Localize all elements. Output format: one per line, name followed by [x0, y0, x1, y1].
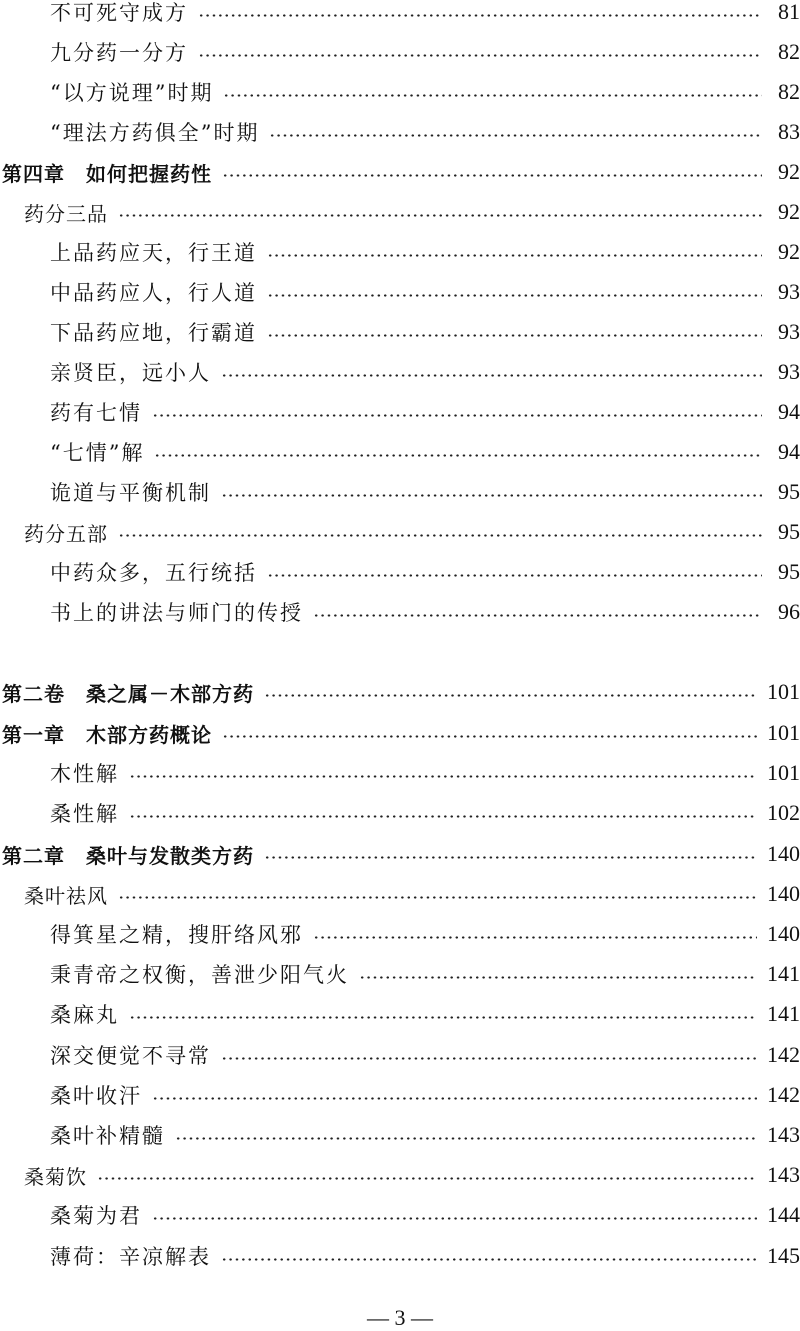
- toc-entry: [0, 999, 800, 1029]
- toc-entry-page: 96: [778, 599, 800, 624]
- toc-entry: [0, 237, 800, 267]
- leader-dots: [118, 534, 762, 537]
- toc-entry-title: 深交便觉不寻常: [50, 1044, 211, 1068]
- leader-dots: [264, 856, 757, 859]
- toc-entry-page: 95: [778, 519, 800, 544]
- leader-dots: [118, 214, 762, 217]
- leader-dots: [221, 1258, 757, 1261]
- leader-dots: [152, 414, 762, 417]
- toc-entry: [0, 77, 800, 107]
- toc-entry-page: 144: [767, 1202, 800, 1227]
- toc-entry-page: 93: [778, 279, 800, 304]
- toc-entry-page: 101: [767, 679, 800, 704]
- toc-entry: [0, 397, 800, 427]
- leader-dots: [129, 775, 757, 778]
- toc-entry-title: 桑叶收汗: [50, 1084, 142, 1108]
- toc-entry-title: “理法方药俱全”时期: [50, 121, 260, 145]
- toc-entry-title: 秉青帝之权衡，善泄少阳气火: [50, 963, 349, 987]
- toc-entry: [0, 117, 800, 147]
- toc-entry-title: 木性解: [50, 762, 119, 786]
- toc-entry-title: 桑菊为君: [50, 1204, 142, 1228]
- toc-entry-page: 93: [778, 359, 800, 384]
- toc-entry-title: 中药众多，五行统括: [50, 561, 257, 585]
- toc-entry-title: 桑叶祛风: [24, 883, 108, 908]
- toc-entry: [0, 277, 800, 307]
- toc-entry-page: 140: [767, 921, 800, 946]
- toc-entry: [0, 959, 800, 989]
- toc-entry-title: 桑性解: [50, 802, 119, 826]
- leader-dots: [118, 896, 757, 899]
- toc-entry-page: 145: [767, 1243, 800, 1268]
- toc-entry: [0, 758, 800, 788]
- toc-entry-title: 第四章 如何把握药性: [2, 161, 212, 186]
- toc-entry: [0, 357, 800, 387]
- toc-entry-page: 102: [767, 800, 800, 825]
- toc-entry-title: 桑麻丸: [50, 1003, 119, 1027]
- toc-entry-title: 亲贤臣，远小人: [50, 361, 211, 385]
- toc-section-entry: [0, 1160, 800, 1190]
- toc-entry-page: 140: [767, 881, 800, 906]
- toc-entry-title: 书上的讲法与师门的传授: [50, 601, 303, 625]
- toc-chapter-entry: [0, 839, 800, 869]
- leader-dots: [313, 614, 762, 617]
- toc-entry: [0, 437, 800, 467]
- leader-dots: [313, 936, 757, 939]
- toc-entry-page: 141: [767, 961, 800, 986]
- leader-dots: [152, 1217, 757, 1220]
- toc-chapter-entry: [0, 718, 800, 748]
- toc-entry: [0, 1040, 800, 1070]
- toc-entry-page: 92: [778, 159, 800, 184]
- toc-entry-title: 诡道与平衡机制: [50, 481, 211, 505]
- leader-dots: [267, 334, 762, 337]
- toc-entry: [0, 798, 800, 828]
- leader-dots: [175, 1137, 757, 1140]
- toc-entry: [0, 477, 800, 507]
- toc-entry-title: “七情”解: [50, 441, 145, 465]
- toc-entry-page: 141: [767, 1001, 800, 1026]
- toc-entry-title: 中品药应人，行人道: [50, 281, 257, 305]
- leader-dots: [221, 1057, 757, 1060]
- toc-entry-page: 101: [767, 760, 800, 785]
- leader-dots: [198, 14, 762, 17]
- toc-entry-page: 94: [778, 439, 800, 464]
- leader-dots: [221, 374, 762, 377]
- toc-entry-title: 第一章 木部方药概论: [2, 722, 212, 747]
- leader-dots: [222, 735, 757, 738]
- toc-chapter-entry: [0, 157, 800, 187]
- toc-entry-page: 140: [767, 841, 800, 866]
- toc-entry: [0, 0, 800, 27]
- toc-entry-page: 142: [767, 1042, 800, 1067]
- leader-dots: [129, 1016, 757, 1019]
- toc-entry-page: 82: [778, 39, 800, 64]
- toc-entry-title: 第二卷 桑之属－木部方药: [2, 681, 254, 706]
- leader-dots: [152, 1097, 757, 1100]
- toc-entry-title: 得箕星之精，搜肝络风邪: [50, 923, 303, 947]
- leader-dots: [267, 254, 762, 257]
- toc-entry: [0, 317, 800, 347]
- toc-entry: [0, 597, 800, 627]
- toc-volume-entry: [0, 677, 800, 707]
- toc-entry: [0, 1241, 800, 1271]
- toc-entry-page: 101: [767, 720, 800, 745]
- toc-entry-title: 药分三品: [24, 201, 108, 226]
- toc-entry-page: 82: [778, 79, 800, 104]
- toc-entry-page: 83: [778, 119, 800, 144]
- leader-dots: [97, 1177, 757, 1180]
- toc-entry-title: 桑叶补精髓: [50, 1124, 165, 1148]
- toc-entry-page: 81: [778, 0, 800, 24]
- toc-entry-title: 不可死守成方: [50, 1, 188, 25]
- toc-entry-page: 95: [778, 559, 800, 584]
- leader-dots: [129, 815, 757, 818]
- toc-entry-page: 92: [778, 199, 800, 224]
- toc-section-entry: [0, 517, 800, 547]
- toc-entry-page: 94: [778, 399, 800, 424]
- leader-dots: [267, 574, 762, 577]
- toc-entry: [0, 919, 800, 949]
- toc-entry-title: 薄荷：辛凉解表: [50, 1245, 211, 1269]
- toc-entry-title: 九分药一分方: [50, 41, 188, 65]
- leader-dots: [269, 134, 762, 137]
- toc-entry-page: 93: [778, 319, 800, 344]
- leader-dots: [154, 454, 762, 457]
- leader-dots: [264, 694, 757, 697]
- toc-entry-title: “以方说理”时期: [50, 81, 214, 105]
- toc-entry-title: 药有七情: [50, 401, 142, 425]
- toc-entry: [0, 1080, 800, 1110]
- toc-entry-title: 第二章 桑叶与发散类方药: [2, 843, 254, 868]
- toc-entry-page: 95: [778, 479, 800, 504]
- page-number-footer: — 3 —: [367, 1305, 433, 1330]
- toc-entry-page: 142: [767, 1082, 800, 1107]
- toc-entry-page: 143: [767, 1122, 800, 1147]
- leader-dots: [222, 174, 762, 177]
- toc-section-entry: [0, 197, 800, 227]
- toc-entry-title: 下品药应地，行霸道: [50, 321, 257, 345]
- toc-entry-page: 92: [778, 239, 800, 264]
- toc-entry-page: 143: [767, 1162, 800, 1187]
- leader-dots: [267, 294, 762, 297]
- leader-dots: [359, 976, 757, 979]
- toc-entry: [0, 37, 800, 67]
- toc-entry-title: 上品药应天，行王道: [50, 241, 257, 265]
- leader-dots: [223, 94, 762, 97]
- toc-entry: [0, 557, 800, 587]
- leader-dots: [221, 494, 762, 497]
- toc-section-entry: [0, 879, 800, 909]
- toc-entry-title: 桑菊饮: [24, 1164, 87, 1189]
- leader-dots: [198, 54, 762, 57]
- toc-entry: [0, 1200, 800, 1230]
- toc-entry: [0, 1120, 800, 1150]
- toc-entry-title: 药分五部: [24, 521, 108, 546]
